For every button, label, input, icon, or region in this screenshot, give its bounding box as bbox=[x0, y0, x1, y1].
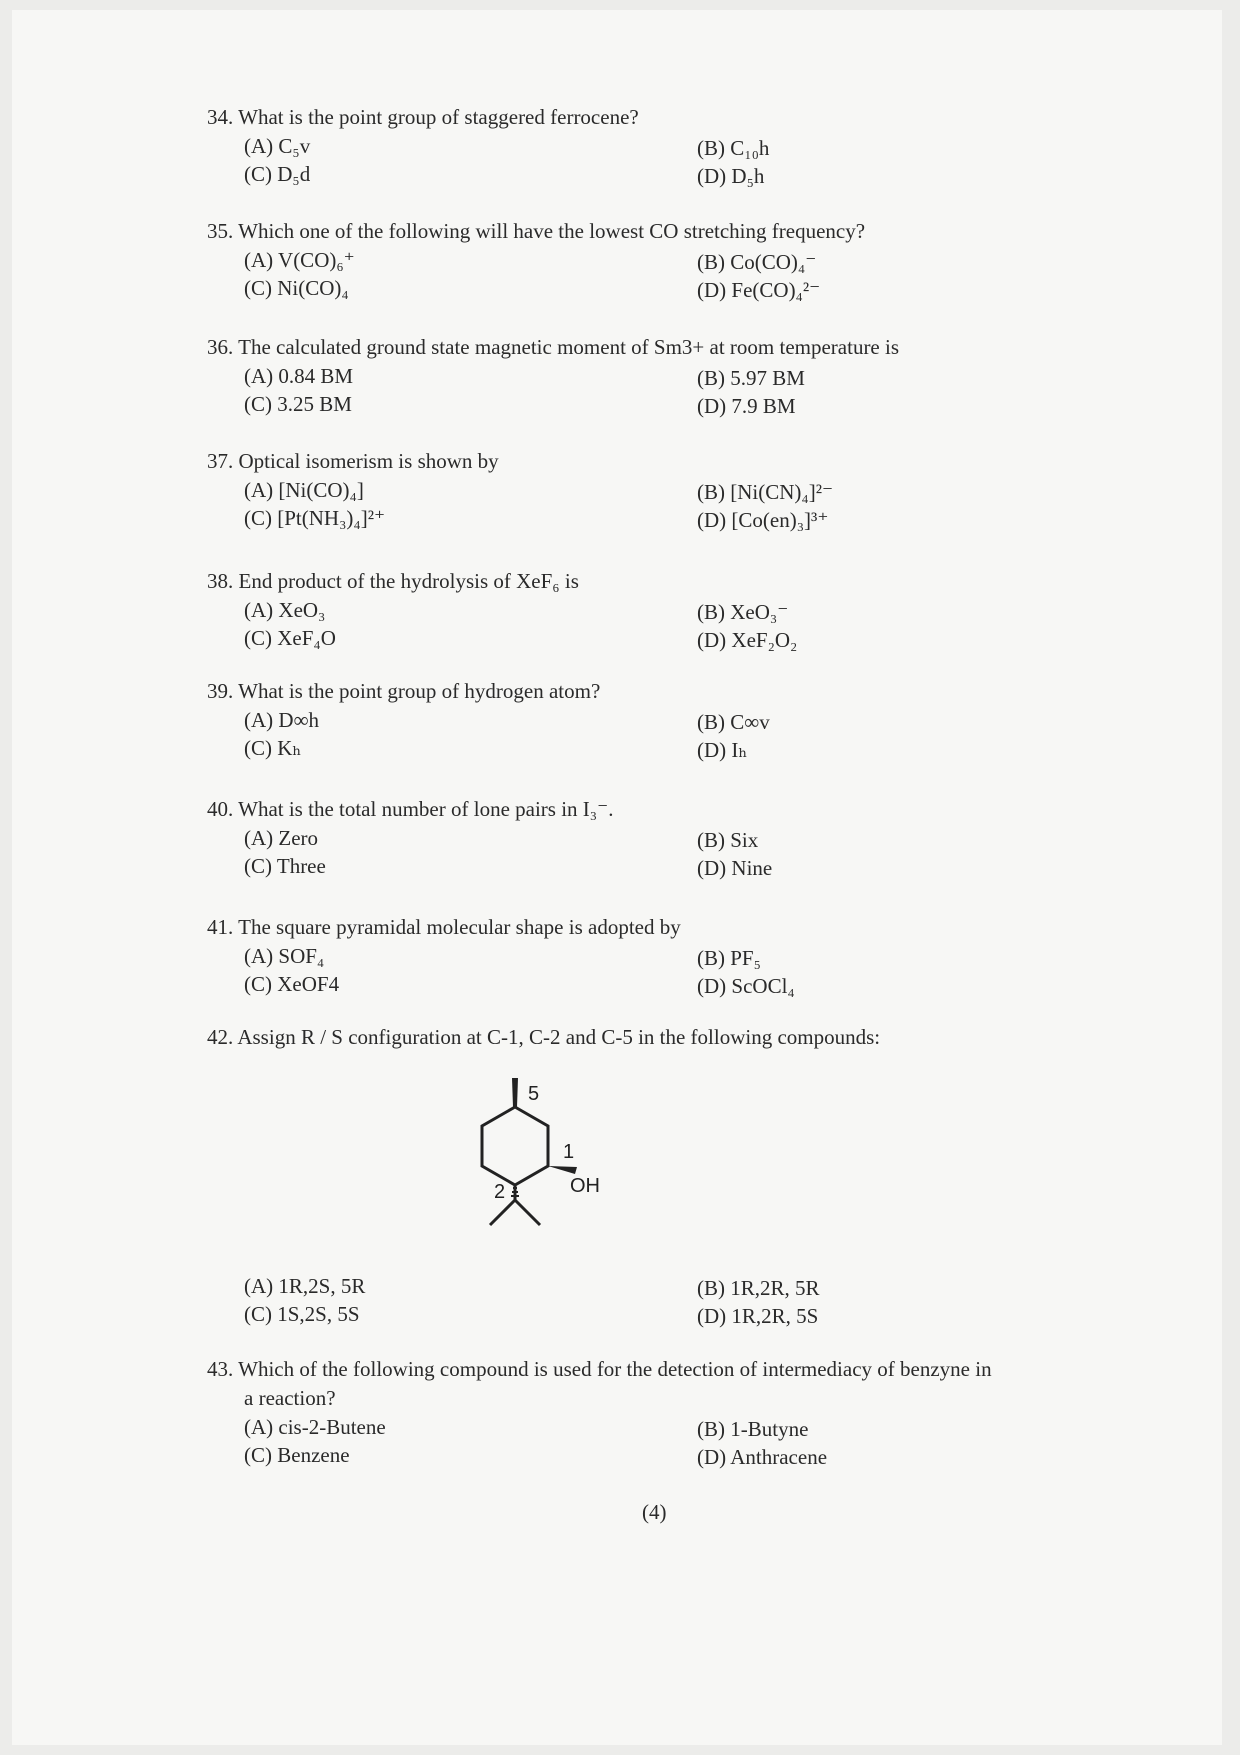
question-stem: The calculated ground state magnetic moment of Sm3+ at room temperature is bbox=[238, 335, 900, 359]
question-number: 43. bbox=[207, 1357, 234, 1381]
option-a: (A) cis-2-Butene bbox=[244, 1415, 386, 1439]
question-41 bbox=[207, 913, 1057, 1000]
option-b: (B) 1-Butyne bbox=[697, 1417, 809, 1441]
question-number: 36. bbox=[207, 335, 234, 359]
option-b: (B) C₁₀h bbox=[697, 136, 770, 160]
label-c5: 5 bbox=[528, 1083, 540, 1105]
question-number: 34. bbox=[207, 105, 234, 129]
question-stem: Assign R / S configuration at C-1, C-2 and C-5 in the following compounds: bbox=[237, 1025, 881, 1049]
option-d: (D) ScOCl₄ bbox=[697, 974, 795, 998]
question-number: 35. bbox=[207, 219, 234, 243]
option-d: (D) Fe(CO)₄²⁻ bbox=[697, 278, 821, 302]
option-d: (D) Anthracene bbox=[697, 1445, 828, 1469]
option-c: (C) Three bbox=[244, 854, 326, 878]
option-c: (C) XeF₄O bbox=[244, 626, 336, 650]
question-stem: What is the total number of lone pairs in I₃⁻. bbox=[238, 797, 614, 821]
question-stem: Which one of the following will have the lowest CO stretching frequency? bbox=[238, 219, 866, 243]
question-42-options bbox=[207, 1272, 1057, 1330]
option-c: (C) 1S,2S, 5S bbox=[244, 1302, 360, 1326]
label-oh: OH bbox=[570, 1175, 600, 1197]
label-c2: 2 bbox=[494, 1181, 506, 1203]
option-a: (A) [Ni(CO)₄] bbox=[244, 478, 364, 502]
option-a: (A) 1R,2S, 5R bbox=[244, 1274, 366, 1298]
option-c: (C) D₅d bbox=[244, 162, 311, 186]
question-40 bbox=[207, 795, 1057, 882]
option-c: (C) Ni(CO)₄ bbox=[244, 276, 349, 300]
option-d: (D) D₅h bbox=[697, 164, 765, 188]
question-39 bbox=[207, 677, 1057, 764]
question-37 bbox=[207, 447, 1057, 534]
option-c: (C) 3.25 BM bbox=[244, 392, 352, 416]
question-stem: The square pyramidal molecular shape is adopted by bbox=[238, 915, 681, 939]
option-d: (D) 7.9 BM bbox=[697, 394, 796, 418]
cyclohexane-structure bbox=[462, 1070, 642, 1250]
option-d: (D) [Co(en)₃]³⁺ bbox=[697, 508, 829, 532]
option-b: (B) Co(CO)₄⁻ bbox=[697, 250, 817, 274]
question-stem-continued: a reaction? bbox=[244, 1386, 336, 1410]
option-b: (B) [Ni(CN)₄]²⁻ bbox=[697, 480, 834, 504]
methyl-wedge bbox=[512, 1078, 518, 1107]
option-a: (A) D∞h bbox=[244, 708, 320, 732]
oh-wedge bbox=[548, 1166, 577, 1174]
question-number: 37. bbox=[207, 449, 234, 473]
question-43 bbox=[207, 1355, 1057, 1471]
option-a: (A) C₅v bbox=[244, 134, 311, 158]
ring-bonds bbox=[482, 1107, 548, 1225]
question-number: 38. bbox=[207, 569, 234, 593]
question-stem: What is the point group of staggered ferrocene? bbox=[238, 105, 639, 129]
option-b: (B) Six bbox=[697, 828, 759, 852]
option-a: (A) Zero bbox=[244, 826, 319, 850]
option-a: (A) V(CO)₆⁺ bbox=[244, 248, 355, 272]
question-36 bbox=[207, 333, 1057, 420]
option-d: (D) 1R,2R, 5S bbox=[697, 1304, 819, 1328]
page-number: (4) bbox=[642, 1500, 667, 1524]
option-c: (C) XeOF4 bbox=[244, 972, 340, 996]
option-a: (A) 0.84 BM bbox=[244, 364, 354, 388]
option-b: (B) 5.97 BM bbox=[697, 366, 805, 390]
option-d: (D) Nine bbox=[697, 856, 773, 880]
option-d: (D) Iₕ bbox=[697, 738, 748, 762]
label-c1: 1 bbox=[563, 1141, 575, 1163]
option-b: (B) XeO₃⁻ bbox=[697, 600, 789, 624]
question-number: 40. bbox=[207, 797, 234, 821]
question-38 bbox=[207, 567, 1057, 654]
question-number: 42. bbox=[207, 1025, 234, 1049]
option-c: (C) Benzene bbox=[244, 1443, 350, 1467]
option-d: (D) XeF₂O₂ bbox=[697, 628, 798, 652]
option-a: (A) XeO₃ bbox=[244, 598, 326, 622]
question-stem: What is the point group of hydrogen atom? bbox=[238, 679, 601, 703]
option-c: (C) Kₕ bbox=[244, 736, 302, 760]
question-34 bbox=[207, 103, 1057, 190]
question-42 bbox=[207, 1023, 1057, 1052]
option-b: (B) 1R,2R, 5R bbox=[697, 1276, 820, 1300]
option-c: (C) [Pt(NH₃)₄]²⁺ bbox=[244, 506, 386, 530]
option-b: (B) PF₅ bbox=[697, 946, 761, 970]
question-number: 39. bbox=[207, 679, 234, 703]
option-a: (A) SOF₄ bbox=[244, 944, 325, 968]
exam-page bbox=[12, 10, 1222, 1745]
question-35 bbox=[207, 217, 1057, 304]
question-stem: Which of the following compound is used for the detection of intermediacy of benzyne in bbox=[238, 1357, 992, 1381]
question-stem: Optical isomerism is shown by bbox=[238, 449, 499, 473]
question-stem: End product of the hydrolysis of XeF₆ is bbox=[238, 569, 579, 593]
option-b: (B) C∞v bbox=[697, 710, 770, 734]
question-number: 41. bbox=[207, 915, 234, 939]
